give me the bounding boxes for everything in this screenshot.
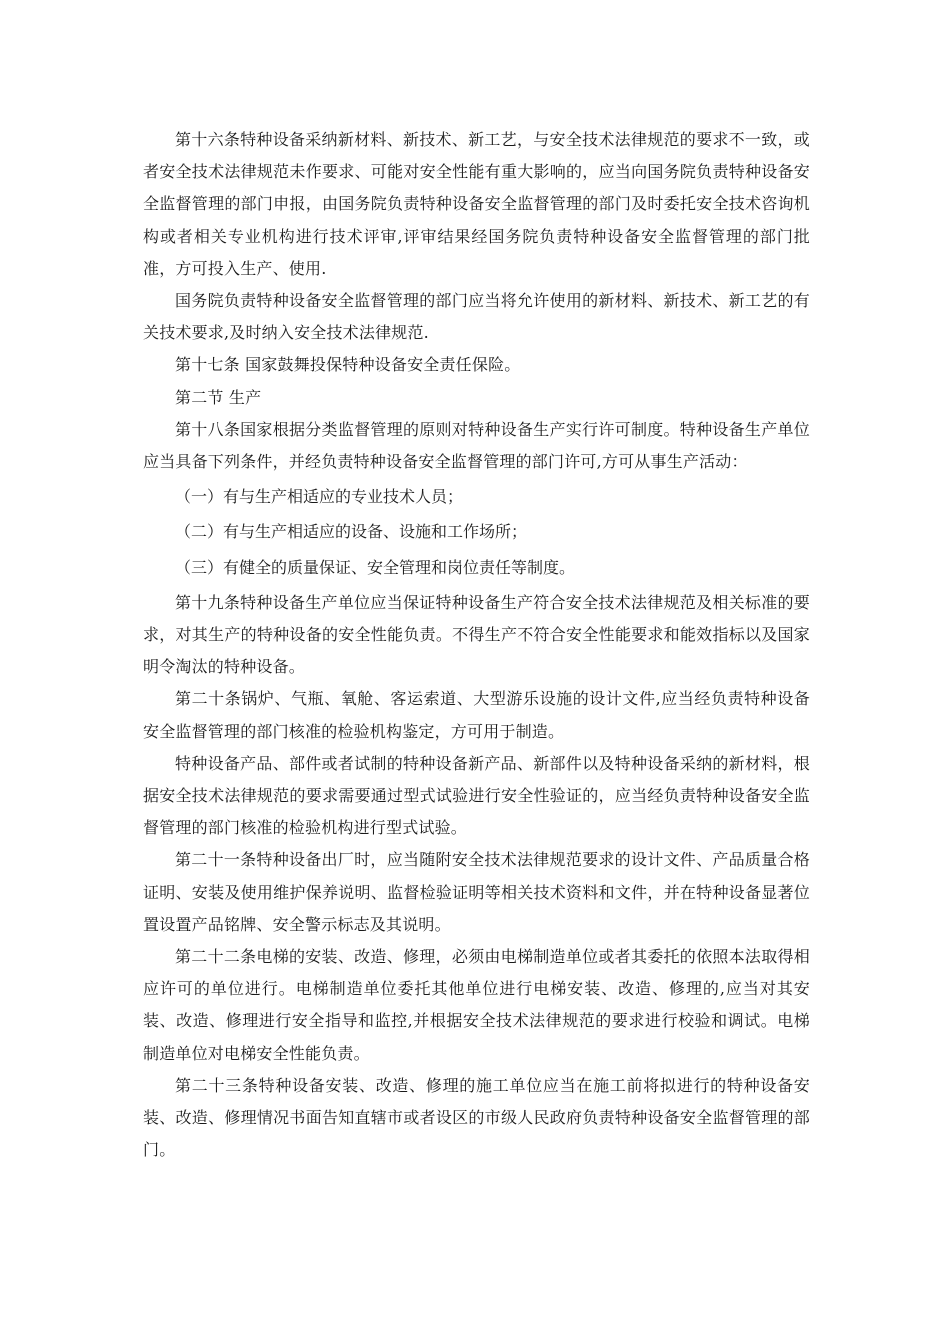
article-19: 第十九条特种设备生产单位应当保证特种设备生产符合安全技术法律规范及相关标准的要求，对其生产的特种设备的安全性能负责。不得生产不符合安全性能要求和能效指标以及国家明令淘汰的特种设备。 <box>143 592 810 677</box>
article-18-item-1: （一）有与生产相适应的专业技术人员； <box>175 487 464 507</box>
article-18-item-2: （二）有与生产相适应的设备、设施和工作场所； <box>175 522 528 542</box>
article-16: 第十六条特种设备采纳新材料、新技术、新工艺，与安全技术法律规范的要求不一致，或者安全技术法律规范未作要求、可能对安全性能有重大影响的，应当向国务院负责特种设备安全监督管理的部门申报，由国务院负责特种设备安全监督管理的部门及时委托安全技术咨询机构或者相关专业机构进行技术评审,评审结果经国务院负责特种设备安全监督管理的部门批准，方可投入生产、使用. <box>143 130 810 278</box>
article-21: 第二十一条特种设备出厂时，应当随附安全技术法律规范要求的设计文件、产品质量合格证明、安装及使用维护保养说明、监督检验证明等相关技术资料和文件，并在特种设备显著位置设置产品铭牌、安全警示标志及其说明。 <box>143 850 810 934</box>
article-17: 第十七条 国家鼓舞投保特种设备安全责任保险。 <box>175 355 521 375</box>
article-16-paragraph-2: 国务院负责特种设备安全监督管理的部门应当将允许使用的新材料、新技术、新工艺的有关技术要求,及时纳入安全技术法律规范. <box>143 291 810 343</box>
article-20: 第二十条锅炉、气瓶、氧舱、客运索道、大型游乐设施的设计文件,应当经负责特种设备安全监督管理的部门核准的检验机构鉴定，方可用于制造。 <box>143 689 810 741</box>
article-20-paragraph-2: 特种设备产品、部件或者试制的特种设备新产品、新部件以及特种设备采纳的新材料，根据安全技术法律规范的要求需要通过型式试验进行安全性验证的，应当经负责特种设备安全监督管理的部门核准的检验机构进行型式试验。 <box>143 753 810 838</box>
article-23: 第二十三条特种设备安装、改造、修理的施工单位应当在施工前将拟进行的特种设备安装、改造、修理情况书面告知直辖市或者设区的市级人民政府负责特种设备安全监督管理的部门。 <box>143 1075 810 1160</box>
article-18-item-3: （三）有健全的质量保证、安全管理和岗位责任等制度。 <box>175 557 576 577</box>
article-18: 第十八条国家根据分类监督管理的原则对特种设备生产实行许可制度。特种设备生产单位应当具备下列条件，并经负责特种设备安全监督管理的部门许可,方可从事生产活动： <box>143 419 810 472</box>
section-heading-production: 第二节 生产 <box>175 387 262 407</box>
article-22: 第二十二条电梯的安装、改造、修理，必须由电梯制造单位或者其委托的依照本法取得相应许可的单位进行。电梯制造单位委托其他单位进行电梯安装、改造、修理的,应当对其安装、改造、修理进行安全指导和监控,并根据安全技术法律规范的要求进行校验和调试。电梯制造单位对电梯安全性能负责。 <box>143 947 810 1063</box>
document-page <box>143 124 810 1167</box>
